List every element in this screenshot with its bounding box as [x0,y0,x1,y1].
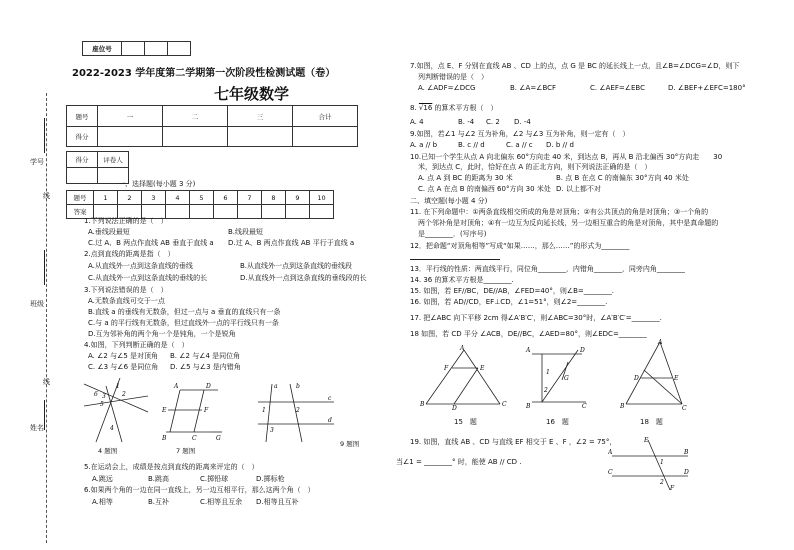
svg-text:D: D [452,405,457,410]
figure-9 [250,380,336,444]
option: A. a // b [410,141,438,149]
question-15: 15. 如图，若 EF//BC，DE//AB，∠FED=40°，则∠B=________. [410,287,614,295]
figure-15 [418,344,518,410]
option: C. ∠AEF=∠EBC [590,84,645,92]
option: A. ∠2 与∠5 是对顶角 [88,352,159,360]
option: A.相等 [92,498,113,506]
grader-cell[interactable] [67,168,98,184]
svg-text:1: 1 [660,459,664,466]
question-8-prefix: 8. [410,104,417,112]
exam-title: 2022-2023 学年度第二学期第一次阶段性检测试题（卷） [72,68,336,79]
svg-text:4: 4 [110,425,114,432]
sidebar-blank [44,250,49,285]
svg-text:2: 2 [296,407,300,414]
option: C. 点 A 在点 B 的南偏西 60°方向 30 米处 [418,185,551,193]
question-number: 2 [118,191,142,205]
svg-text:D: D [634,375,639,382]
option: C. 2 [486,118,500,126]
question-11-cont: 两个邻补角是对顶角；④有一边互为反向延长线，另一边相互重合的角是对顶角，其中是真命题的 [418,219,719,227]
svg-text:A: A [460,345,465,352]
svg-text:A: A [658,339,663,346]
question-10: 10.已知一个学生从点 A 向北偏东 60°方向走 40 米，到达点 B，再从 B 沿北偏西 30°方向走 30 [410,153,723,161]
question-number: 5 [190,191,214,205]
svg-text:E: E [480,365,485,372]
question-number: 9 [286,191,310,205]
figure-16 [522,344,600,410]
option: B. ∠2 与∠4 是同位角 [170,352,241,360]
option: A. 4 [410,118,424,126]
question-7: 7.如图，点 E、F 分别在直线 AB 、CD 上的点，点 G 是 BC 的延长线上一点，且∠B=∠DCG=∠D，则下 [410,62,740,70]
svg-text:C: C [582,403,587,410]
svg-text:B: B [620,403,625,410]
question-number: 7 [238,191,262,205]
figure-4 [82,376,150,446]
option: C.从直线外一点到这条直线的垂线的长 [88,274,208,282]
sidebar-blank [44,400,49,430]
svg-text:6: 6 [94,391,98,398]
answer-cell[interactable] [190,205,214,219]
sidebar-banji: 班级 [30,300,44,308]
option: A.无数条直线可交于一点 [88,297,165,305]
option: D.相等且互补 [256,498,299,506]
score-table [66,105,358,147]
svg-text:C: C [608,469,613,476]
option: A.从直线外一点到这条直线的垂线 [88,262,193,270]
fig4-caption: 4 题图 [98,447,118,455]
svg-text:B: B [162,435,167,442]
svg-text:c: c [328,395,332,402]
svg-text:b: b [296,383,300,390]
question-number: 6 [214,191,238,205]
question-19-cont: 当∠1 = ________° 时，能使 AB // CD . [396,458,522,466]
seat-cell[interactable] [145,42,168,56]
option: A.跳远 [92,475,113,483]
question-2: 2.点到直线的距离是指（ ） [84,250,175,258]
option: B. -4 [458,118,475,126]
svg-text:2: 2 [122,391,126,398]
question-11: 11. 在下列命题中：①两条直线相交所成的角是对顶角；②有公共顶点的角是对顶角；③一个角的 [410,208,709,216]
svg-text:2: 2 [660,479,664,486]
option: B.线段最短 [228,228,264,236]
option: B. ∠A=∠BCF [510,84,557,92]
option: B.跳高 [148,475,170,483]
binding-line [46,93,47,543]
answer-cell[interactable] [310,205,334,219]
option: D. ∠5 与∠3 是内错角 [170,363,241,371]
option: B.直线 a 的垂线有无数条，但过一点与 a 垂直的直线只有一条 [88,308,281,316]
svg-text:C: C [192,435,197,442]
question-14: 14. 36 的算术平方根是________. [410,276,514,284]
seat-cell[interactable] [122,42,145,56]
option: C.与 a 的平行线有无数条，但过直线外一点的平行线只有一条 [88,319,279,327]
seat-number-box [82,41,191,56]
sidebar-blank [44,118,49,153]
sidebar-xian2: 线 [43,378,50,386]
svg-text:D: D [580,347,585,354]
fig9-caption: 9 题图 [340,440,360,448]
svg-text:1: 1 [546,369,550,376]
grader-score-label: 得分 [67,152,98,168]
option: A. ∠ADF=∠DCG [418,84,476,92]
seat-label: 座位号 [83,42,122,56]
svg-text:3: 3 [102,393,106,400]
score-header-cell: 一 [98,106,163,127]
option: D.互为邻补角的两个角一个是钝角，一个是锐角 [88,330,236,338]
subject-title: 七年级数学 [214,85,290,103]
option: D.掷标枪 [256,475,285,483]
fig16-caption: 16 题 [546,418,569,426]
svg-text:B: B [526,403,531,410]
figure-18 [620,338,690,410]
question-10-cont: 米，到达点 C，此时，恰好在点 A 的正北方向，则下列说法正确的是（ ） [418,163,652,171]
option: B. c // d [458,141,485,149]
sidebar-xuehao: 学号 [30,158,44,166]
svg-text:a: a [274,383,278,390]
question-1: 1.下列说法正确的是（ ） [84,217,168,225]
answer-cell[interactable] [262,205,286,219]
answer-row-label: 题号 [67,191,94,205]
question-6: 6.如果两个角的一边在同一直线上，另一边互相平行，那么这两个角（ ） [84,486,315,494]
svg-text:A: A [174,383,179,390]
answer-cell[interactable] [166,205,190,219]
svg-text:B: B [684,449,689,456]
question-number: 1 [94,191,118,205]
score-cell[interactable] [163,127,228,147]
answer-cell[interactable] [214,205,238,219]
option: D. -4 [514,118,531,126]
score-header-cell: 三 [228,106,293,127]
question-3: 3.下列说法错误的是（ ） [84,286,168,294]
grader-label: 评卷人 [98,152,129,168]
option: D. ∠BEF+∠EFC=180° [668,84,746,92]
question-number: 10 [310,191,334,205]
score-header-cell: 题号 [67,106,98,127]
fig18-caption: 18 题 [640,418,663,426]
section2-title: 二、填空题(每小题 4 分) [410,197,488,205]
option: B.从直线外一点到这条直线的垂线段 [240,262,353,270]
svg-text:E: E [674,375,679,382]
question-13: 13．平行线的性质：两直线平行，同位角________，内错角________，同旁内角________ [410,265,685,273]
section1-title: 一、选择题(每小题 3 分) [118,180,196,188]
question-7-cont: 列判断错误的是（ ） [418,73,488,81]
question-19: 19. 如图，直线 AB 、CD 与直线 EF 相交于 E 、F ，∠2 = 75°， [410,438,617,446]
option: C.掷铅球 [200,475,229,483]
svg-text:F: F [670,485,675,492]
sidebar-xian1: 线 [43,192,50,200]
svg-text:d: d [328,417,332,424]
question-4: 4.如图，下列判断正确的是（ ） [84,341,189,349]
svg-text:G: G [216,435,221,442]
question-12: 12．把命题“对顶角相等”写成“如果……，那么……”的形式为________ [410,242,630,250]
question-11-cont2: 是________．(写序号) [418,230,487,238]
option: C. a // c [506,141,533,149]
svg-text:D: D [206,383,211,390]
option: D. 以上都不对 [556,185,601,193]
svg-text:B: B [420,401,425,408]
fig15-caption: 15 题 [454,418,477,426]
svg-text:1: 1 [116,383,120,390]
option: A. 点 A 到 BC 的距离为 30 米 [418,174,513,182]
score-cell[interactable] [228,127,293,147]
question-5: 5.在运动会上，成绩是按点到直线的距离来评定的（ ） [84,463,259,471]
score-cell[interactable] [98,127,163,147]
question-16: 16. 如图，若 AD//CD，EF⊥CD，∠1=51°，则∠2=________. [410,298,608,306]
question-number: 4 [166,191,190,205]
svg-text:G: G [564,375,569,382]
svg-text:D: D [684,469,689,476]
svg-text:E: E [162,407,167,414]
score-cell[interactable] [293,127,358,147]
svg-text:5: 5 [100,401,104,408]
option: B. 点 B 在点 C 的南偏东 30°方向 40 米处 [556,174,689,182]
answer-table [66,190,334,219]
figure-7 [160,380,224,442]
option: D.过 A、B 两点作直线 AB 平行于直线 a [228,239,355,247]
question-17: 17. 把∠ABC 向下平移 2cm 得∠A′B′C′，则∠ABC=30°时，∠A′B′C′=________. [410,314,662,322]
svg-text:C: C [502,401,507,408]
svg-text:A: A [608,449,613,456]
svg-text:C: C [682,405,687,410]
score-header-cell: 合计 [293,106,358,127]
question-9: 9.如图，若∠1 与∠2 互为补角，∠2 与∠3 互为补角，则一定有（ ） [410,130,630,138]
option: A.垂线段最短 [88,228,130,236]
option: C.过 A、B 两点作直线 AB 垂直于直线 a [88,239,214,247]
answer-cell[interactable] [286,205,310,219]
score-header-cell: 二 [163,106,228,127]
svg-text:F: F [204,407,209,414]
svg-text:1: 1 [262,407,266,414]
svg-text:2: 2 [544,387,548,394]
svg-text:A: A [526,347,531,354]
option: B.互补 [148,498,170,506]
question-number: 3 [142,191,166,205]
figure-19 [608,436,692,492]
sqrt-sixteen: √16 [418,104,433,112]
question-8 [410,104,498,113]
option: D.从直线外一点到这条直线的垂线段的长 [240,274,367,282]
question-18: 18 如图，若 CD 平分 ∠ACB，DE//BC，∠AED=80°，则∠EDC=________ [410,330,647,338]
score-row-label: 得分 [67,127,98,147]
svg-text:F: F [444,365,449,372]
option: C.相等且互余 [200,498,243,506]
option: D. b // d [546,141,574,149]
seat-cell[interactable] [168,42,191,56]
answer-cell[interactable] [238,205,262,219]
fig7-caption: 7 题图 [176,447,196,455]
option: C. ∠3 与∠6 是同位角 [88,363,159,371]
answer-label: 答案 [67,205,94,219]
question-number: 8 [262,191,286,205]
svg-text:E: E [644,437,649,444]
sidebar-xingming: 姓名 [30,424,44,432]
svg-text:3: 3 [270,427,274,434]
question-8-suffix: 的算术平方根（ ） [434,104,498,112]
answer-blank-line[interactable] [410,259,500,260]
